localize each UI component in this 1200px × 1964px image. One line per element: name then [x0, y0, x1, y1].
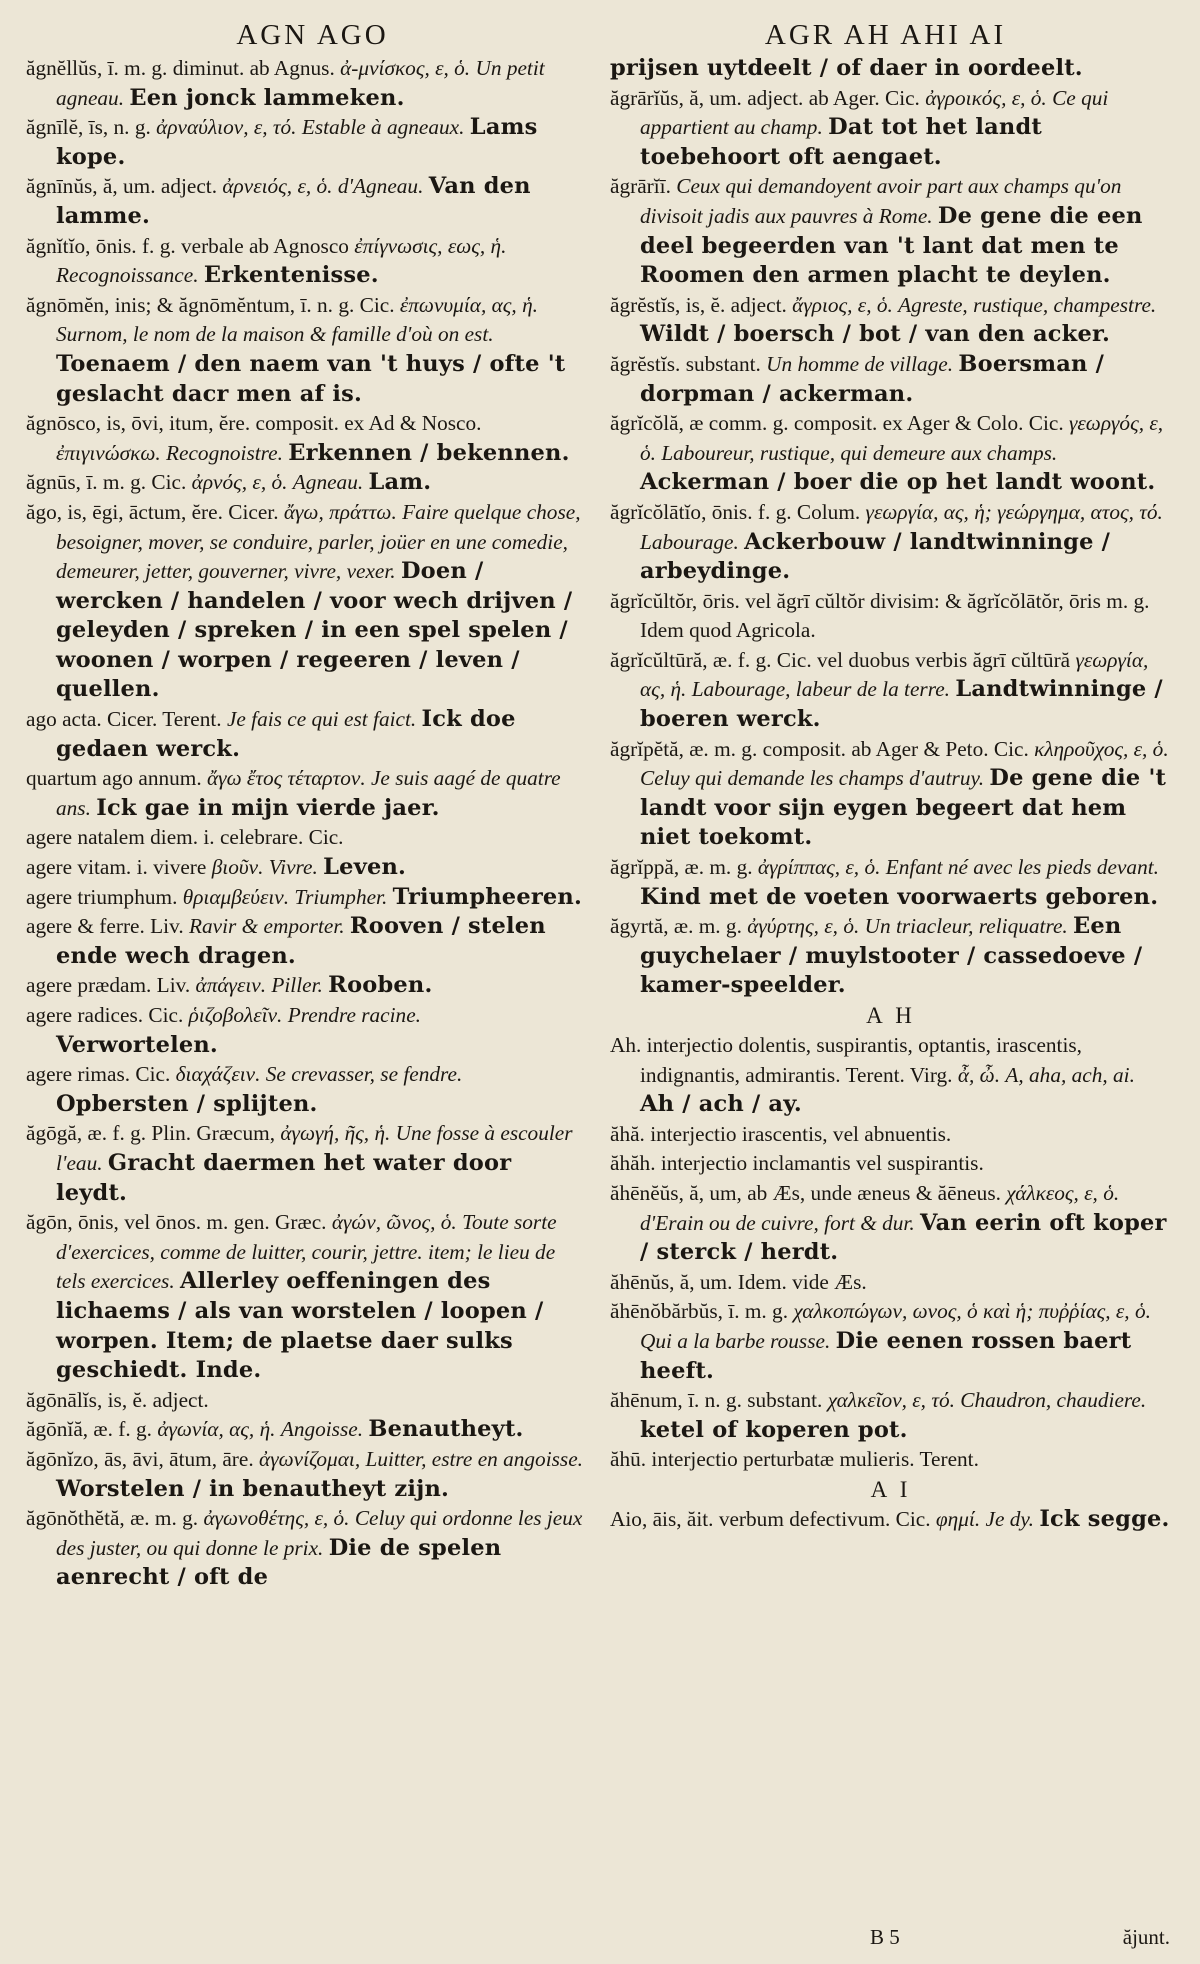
dictionary-entry [26, 764, 588, 823]
latin-headword: agere rimas. Cic. [26, 1062, 171, 1087]
greek-equivalent: ἀγωνία, ας, ἡ. [157, 1417, 276, 1442]
dutch-gloss: Die eenen rossen baert heeft. [640, 1327, 1132, 1384]
french-gloss: Ceux qui demandoyent avoir part aux champs qu'on divisoit jadis aux pauvres à Rome. [640, 174, 1122, 228]
latin-headword: ăhēnĕŭs, ă, um, ab Æs, unde æneus & ăēneus. [610, 1180, 1001, 1205]
latin-headword: ăgyrtă, æ. m. g. [610, 914, 742, 939]
running-head-right: AGR AH AHI AI [764, 19, 1007, 51]
dutch-gloss: De gene die 't landt voor sijn eygen begeert dat hem niet toekomt. [640, 765, 1167, 851]
greek-equivalent: ἄγω, πράττω. [283, 499, 397, 524]
latin-headword: quartum ago annum. [26, 766, 202, 791]
latin-headword: ăgōnālĭs, is, ĕ. adject. [26, 1387, 209, 1412]
latin-headword: ăgnōmĕn, inis; & ăgnōmĕntum, ī. n. g. Cic. [26, 292, 395, 317]
latin-headword: agere vitam. i. vivere [26, 855, 207, 880]
dutch-gloss: Rooben. [328, 972, 433, 999]
dictionary-entry [26, 468, 588, 498]
latin-headword: ăgnōsco, is, ōvi, itum, ĕre. composit. ex Ad & Nosco. [26, 411, 482, 436]
dutch-gloss: Ackerbouw / landtwinninge / arbeydinge. [640, 528, 1111, 585]
dutch-gloss: Doen / wercken / handelen / voor wech drijven / geleyden / spreken / in een spel spelen / woonen / worpen / regeeren / leven / quellen. [56, 558, 573, 703]
dutch-gloss: Van eerin oft koper / sterck / herdt. [640, 1209, 1167, 1266]
dictionary-entry [26, 1119, 588, 1208]
section-heading: A I [870, 1476, 912, 1502]
greek-equivalent: φημί. [935, 1506, 981, 1531]
latin-headword: agere natalem diem. i. celebrare. Cic. [26, 825, 344, 850]
latin-headword: ăgo, is, ēgi, āctum, ĕre. Cicer. [26, 499, 279, 524]
signature-mark: B 5 [870, 1925, 900, 1949]
dictionary-entry [610, 646, 1172, 735]
dutch-gloss: Toenaem / den naem van 't huys / ofte 't geslacht dacr men af is. [56, 350, 566, 407]
dictionary-entry [26, 853, 588, 883]
french-gloss: Triumpher. [294, 884, 388, 909]
dutch-gloss: Wildt / boersch / bot / van den acker. [640, 321, 1111, 348]
latin-headword: ăgrĕstĭs, is, ĕ. adject. [610, 292, 787, 317]
latin-headword: ăhēnŭs, ă, um. Idem. vide Æs. [610, 1269, 867, 1294]
latin-headword: agere radices. Cic. [26, 1003, 184, 1027]
greek-equivalent: ἐπίγνωσις, εως, ἡ. [354, 233, 507, 258]
dictionary-entry [26, 883, 588, 913]
greek-equivalent: ἀγροικός, ε, ὁ. [925, 85, 1047, 110]
dutch-gloss: Boersman / dorpman / ackerman. [640, 350, 1105, 407]
latin-headword: ăgrĭcŏlă, æ comm. g. composit. ex Ager & Colo. Cic. [610, 411, 1064, 436]
dutch-gloss: Triumpheeren. [392, 883, 582, 910]
greek-equivalent: ἐπωνυμία, ας, ἡ. [399, 292, 538, 317]
greek-equivalent: ἀγύρτης, ε, ὁ. [747, 914, 860, 939]
section-heading: A H [866, 1003, 916, 1028]
dutch-gloss: Benautheyt. [368, 1416, 524, 1443]
latin-headword: ăgōnĭzo, ās, āvi, ātum, āre. [26, 1446, 254, 1471]
latin-headword: Aio, āis, ăit. verbum defectivum. Cic. [610, 1506, 931, 1531]
dictionary-entry [610, 54, 1172, 84]
greek-equivalent: ῥιζοβολεῖν. [188, 1003, 283, 1027]
dutch-gloss: Van den lamme. [56, 173, 531, 229]
dictionary-entry [610, 1297, 1172, 1386]
french-gloss: Celuy qui ordonne les jeux des juster, ou qui donne le prix. [56, 1506, 583, 1560]
greek-equivalent: βιοῦν. [211, 855, 264, 880]
french-gloss: Prendre racine. [287, 1003, 421, 1027]
french-gloss: Un triacleur, reliquatre. [864, 914, 1068, 939]
greek-equivalent: γεωργός, ε, ὁ. [640, 411, 1164, 465]
latin-headword: ăgrĭpĕtă, æ. m. g. composit. ab Ager & Peto. Cic. [610, 736, 1029, 761]
latin-headword: ăgnĕllŭs, ī. m. g. diminut. ab Agnus. [26, 56, 335, 80]
dutch-gloss: Gracht daermen het water door leydt. [56, 1149, 512, 1206]
dictionary-entry [610, 587, 1172, 646]
dictionary-entry [610, 291, 1172, 350]
latin-headword: ăgrĕstĭs. substant. [610, 351, 761, 376]
dictionary-entry [26, 1060, 588, 1119]
greek-equivalent: κληροῦχος, ε, ὁ. [1034, 736, 1169, 761]
french-gloss: Agneau. [292, 470, 364, 495]
dutch-gloss: Ick doe gedaen werck. [56, 706, 516, 762]
french-gloss: Labourage, labeur de la terre. [691, 677, 950, 702]
latin-headword: ăgrārĭī. [610, 174, 671, 199]
dictionary-entry [610, 350, 1172, 409]
running-heads [26, 14, 1172, 50]
latin-headword: ăgnĭtĭo, ōnis. f. g. verbale ab Agnosco [26, 233, 349, 258]
right-column [610, 54, 1172, 1922]
french-gloss: Je fais ce qui est faict. [226, 707, 417, 732]
dictionary-entry [610, 735, 1172, 853]
dutch-gloss: Dat tot het landt toebehoort oft aengaet. [640, 114, 1042, 170]
latin-headword: agere triumphum. [26, 884, 178, 909]
dictionary-entry [610, 1120, 1172, 1150]
dutch-gloss: Een jonck lammeken. [129, 84, 405, 111]
french-gloss: Se crevasser, se fendre. [265, 1062, 463, 1087]
latin-headword: ăhăh. interjectio inclamantis vel suspirantis. [610, 1151, 984, 1176]
dictionary-entry [610, 1149, 1172, 1179]
dictionary-entry [26, 1001, 588, 1060]
greek-equivalent: ἆ, ὦ. [957, 1062, 1001, 1087]
dictionary-entry [610, 1031, 1172, 1120]
french-gloss: Une fosse à escouler l'eau. [56, 1121, 573, 1175]
latin-headword: ăhēnum, ī. n. g. substant. [610, 1388, 823, 1413]
dictionary-entry [26, 1445, 588, 1504]
french-gloss: Je dy. [985, 1506, 1034, 1531]
french-gloss: Agreste, rustique, champestre. [898, 292, 1157, 317]
dictionary-entry [610, 498, 1172, 587]
greek-equivalent: ἀ-μνίσκος, ε, ὁ. [340, 56, 471, 80]
french-gloss: Recognoistre. [166, 440, 283, 465]
dictionary-entry [610, 1268, 1172, 1298]
latin-headword: ăgōnĭă, æ. f. g. [26, 1417, 152, 1442]
latin-headword: ăgrĭppă, æ. m. g. [610, 855, 753, 880]
dutch-gloss: Ick gae in mijn vierde jaer. [96, 794, 440, 821]
french-gloss: Recognoissance. [56, 263, 199, 288]
latin-headword: ăgrĭcŏlātĭo, ōnis. f. g. Colum. [610, 499, 861, 524]
greek-equivalent: ἀγρίππας, ε, ὁ. [757, 855, 881, 880]
french-gloss: Piller. [271, 973, 323, 998]
columns [26, 54, 1172, 1922]
dictionary-entry [610, 1179, 1172, 1268]
french-gloss: Laboureur, rustique, qui demeure aux champs. [661, 440, 1058, 465]
catchword: ăjunt. [1122, 1925, 1170, 1949]
dutch-gloss: Leven. [323, 854, 407, 881]
french-gloss: Ce qui appartient au champ. [640, 85, 1109, 140]
dictionary-entry [26, 54, 588, 113]
latin-headword: ăgrĭcŭltūră, æ. f. g. Cic. vel duobus verbis ăgrī cŭltūră [610, 647, 1071, 672]
dutch-gloss: Ackerman / boer die op het landt woont. [640, 469, 1156, 496]
french-gloss: Surnom, le nom de la maison & famille d'où on est. [56, 322, 494, 347]
dictionary-entry [26, 971, 588, 1001]
latin-headword: ăgnūs, ī. m. g. Cic. [26, 470, 187, 495]
french-gloss: Estable à agneaux. [301, 115, 465, 140]
latin-headword: ăhă. interjectio irascentis, vel abnuentis. [610, 1121, 952, 1146]
greek-equivalent: γεωργία, ας, ἡ; γεώργημα, ατος, τό. [865, 499, 1163, 524]
latin-headword: agere prædam. Liv. [26, 973, 191, 998]
dictionary-entry [26, 912, 588, 971]
dictionary-entry [26, 172, 588, 231]
greek-equivalent: ἐπιγινώσκω. [56, 440, 161, 465]
latin-headword: ago acta. Cicer. Terent. [26, 707, 222, 732]
dictionary-entry [610, 84, 1172, 173]
dictionary-entry [610, 172, 1172, 290]
greek-equivalent: θριαμβεύειν. [182, 884, 290, 909]
french-gloss: Je suis aagé de quatre ans. [56, 766, 561, 820]
french-gloss: Luitter, estre en angoisse. [365, 1446, 583, 1471]
greek-equivalent: ἀρνός, ε, ὁ. [191, 470, 288, 495]
dutch-gloss: Ah / ach / ay. [640, 1091, 802, 1118]
greek-equivalent: ἀγών, ῶνος, ὁ. [331, 1210, 457, 1235]
dictionary-entry [610, 409, 1172, 498]
french-gloss: Angoisse. [280, 1417, 364, 1442]
left-column [26, 54, 588, 1922]
latin-headword: Ah. interjectio dolentis, suspirantis, optantis, irascentis, indignantis, admirantis. Terent. Virg. [610, 1033, 1083, 1087]
latin-headword: ăgrĭcŭltŏr, ōris. vel ăgrī cŭltŏr divisim: & ăgrĭcŏlātŏr, ōris m. g. Idem quod Agricola. [610, 588, 1150, 643]
french-gloss: Faire quelque chose, besoigner, mover, se conduire, parler, joüer en une comedie, demeurer, jetter, gouverner, vivre, vexer. [56, 499, 581, 584]
dictionary-entry [26, 1415, 588, 1445]
dictionary-entry [26, 1504, 588, 1593]
greek-equivalent: διαχάζειν. [175, 1062, 261, 1087]
greek-equivalent: χαλκοπώγων, ωνος, ὁ καὶ ἡ; πυῤῥίας, ε, ὁ. [793, 1299, 1151, 1324]
dictionary-entry [26, 409, 588, 468]
french-gloss: Labourage. [640, 529, 739, 554]
dutch-gloss: Worstelen / in benautheyt zijn. [56, 1475, 450, 1502]
french-gloss: Un petit agneau. [56, 56, 545, 110]
greek-equivalent: ἀρναύλιον, ε, τό. [156, 115, 297, 140]
dictionary-entry [26, 705, 588, 764]
dictionary-entry [26, 232, 588, 291]
dictionary-entry [610, 912, 1172, 1001]
dutch-gloss: Lams kope. [56, 114, 538, 170]
latin-headword: ăgōgă, æ. f. g. Plin. Græcum, [26, 1121, 276, 1146]
greek-equivalent: ἀπάγειν. [195, 973, 267, 998]
dictionary-entry [610, 853, 1172, 912]
dutch-gloss: Landtwinninge / boeren werck. [640, 676, 1163, 733]
dutch-gloss: Verwortelen. [56, 1031, 218, 1058]
dictionary-entry [610, 1505, 1172, 1535]
french-gloss: Celuy qui demande les champs d'autruy. [640, 766, 985, 791]
dictionary-entry [26, 1386, 588, 1416]
dutch-gloss: Erkennen / bekennen. [288, 439, 570, 466]
french-gloss: Toute sorte d'exercices, comme de luitter, courir, jettre. item; le lieu de tels exercices. [56, 1210, 557, 1294]
greek-equivalent: ἄγριος, ε, ὁ. [792, 292, 893, 317]
page-footer [630, 1925, 1170, 1950]
latin-headword: ăgrārĭŭs, ă, um. adject. ab Ager. Cic. [610, 85, 920, 110]
dictionary-entry [26, 823, 588, 853]
dutch-gloss: Rooven / stelen ende wech dragen. [56, 913, 546, 969]
french-gloss: A, aha, ach, ai. [1005, 1062, 1135, 1087]
dutch-gloss: De gene die een deel begeerden van 't lant dat men te Roomen den armen placht te deylen. [640, 202, 1143, 289]
greek-equivalent: ἀγωνοθέτης, ε, ὁ. [203, 1506, 350, 1531]
dictionary-entry [26, 498, 588, 705]
french-gloss: Ravir & emporter. [189, 914, 345, 939]
dutch-gloss: Erkentenisse. [203, 262, 379, 289]
latin-headword: ăhēnŏbărbŭs, ī. m. g. [610, 1299, 789, 1324]
running-head-left: AGN AGO [236, 19, 389, 51]
dutch-gloss: Allerley oeffeningen des lichaems / als van worstelen / loopen / worpen. Item; de plaetse daer sulks geschiedt. Inde. [56, 1268, 544, 1384]
greek-equivalent: ἀρνειός, ε, ὁ. [222, 174, 333, 199]
french-gloss: Vivre. [268, 855, 318, 880]
latin-headword: ăgnīlĕ, īs, n. g. [26, 115, 151, 140]
dutch-gloss: prijsen uytdeelt / of daer in oordeelt. [610, 55, 1083, 81]
greek-equivalent: γεωργία, ας, ἡ. [640, 647, 1149, 702]
dutch-gloss: ketel of koperen pot. [640, 1416, 908, 1443]
greek-equivalent: ἀγωγή, ῆς, ἡ. [280, 1121, 391, 1146]
latin-headword: agere & ferre. Liv. [26, 914, 184, 939]
latin-headword: ăgnīnŭs, ă, um. adject. [26, 174, 218, 199]
dutch-gloss: Een guychelaer / muylstooter / cassedoeve / kamer-speelder. [640, 913, 1143, 999]
latin-headword: ăhū. interjectio perturbatæ mulieris. Terent. [610, 1447, 979, 1472]
dictionary-entry [26, 1208, 588, 1386]
dutch-gloss: Die de spelen aenrecht / oft de [56, 1534, 502, 1591]
french-gloss: Qui a la barbe rousse. [640, 1328, 831, 1353]
latin-headword: ăgōnŏthĕtă, æ. m. g. [26, 1506, 199, 1531]
french-gloss: d'Erain ou de cuivre, fort & dur. [640, 1210, 915, 1235]
dutch-gloss: Opbersten / splijten. [56, 1090, 318, 1117]
french-gloss: Chaudron, chaudiere. [960, 1388, 1147, 1413]
dictionary-entry [610, 1445, 1172, 1475]
french-gloss: Un homme de village. [766, 351, 954, 376]
dictionary-entry [610, 1386, 1172, 1445]
dictionary-entry [26, 291, 588, 409]
greek-equivalent: χάλκεος, ε, ὁ. [1006, 1180, 1120, 1205]
dutch-gloss: Kind met de voeten voorwaerts geboren. [640, 883, 1159, 910]
french-gloss: Enfant né avec les pieds devant. [885, 855, 1159, 880]
french-gloss: d'Agneau. [337, 174, 424, 199]
greek-equivalent: ἄγω ἔτος τέταρτον. [207, 766, 366, 791]
dictionary-entry [26, 113, 588, 172]
greek-equivalent: ἀγωνίζομαι, [259, 1446, 361, 1471]
dutch-gloss: Lam. [368, 469, 432, 496]
greek-equivalent: χαλκεῖον, ε, τό. [827, 1388, 955, 1413]
latin-headword: ăgōn, ōnis, vel ōnos. m. gen. Græc. [26, 1210, 327, 1235]
dutch-gloss: Ick segge. [1039, 1505, 1170, 1532]
